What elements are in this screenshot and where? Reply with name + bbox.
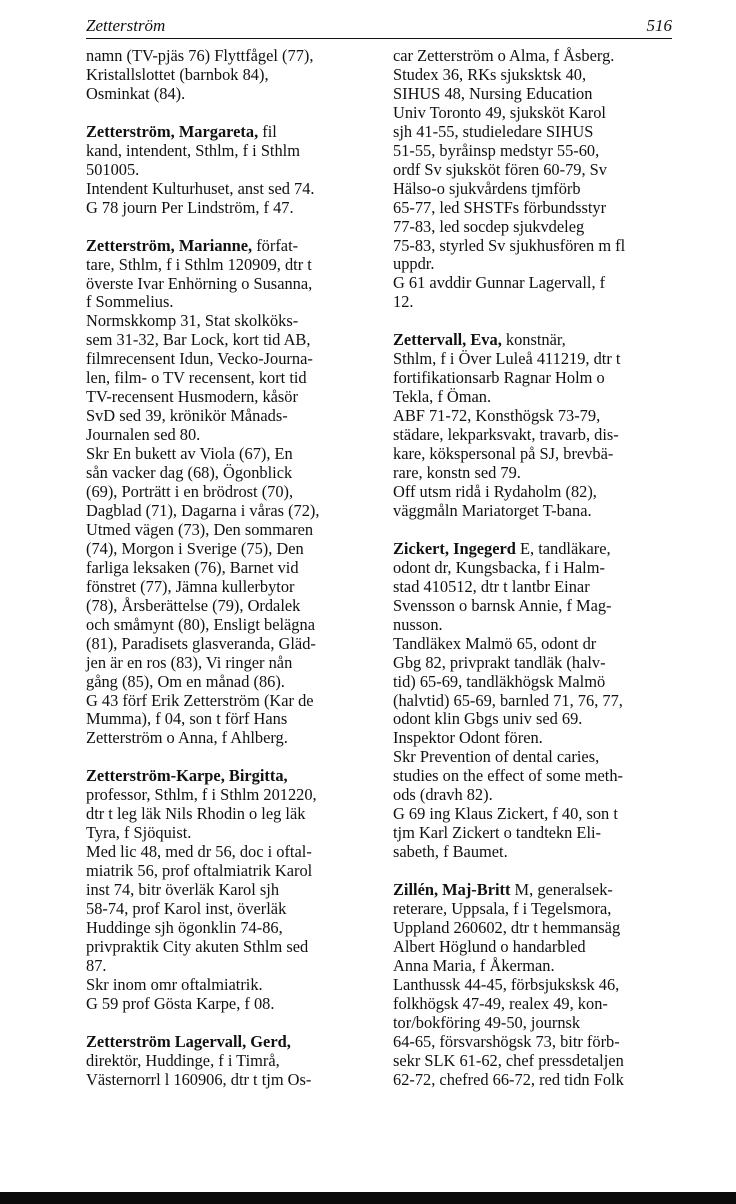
line-text: fil	[258, 121, 277, 141]
entry-line	[86, 369, 378, 388]
entry-line	[86, 180, 378, 199]
entry-line	[86, 47, 378, 66]
entry-line	[86, 388, 378, 407]
entry-line	[86, 85, 378, 104]
line-text: G 69 ing Klaus Zickert, f 40, son t	[393, 804, 618, 824]
entry-line	[86, 635, 378, 654]
line-text: Dagblad (71), Dagarna i våras (72),	[86, 500, 320, 520]
entry-line	[86, 900, 378, 919]
line-text: Tandläkex Malmö 65, odont dr	[393, 633, 597, 653]
entry-line	[86, 881, 378, 900]
entry-line	[393, 919, 675, 938]
entry-name: Zillén, Maj-Britt	[393, 880, 511, 900]
line-text: Gbg 82, privprakt tandläk (halv-	[393, 652, 606, 672]
entry-line	[393, 483, 675, 502]
line-text: (78), Årsberättelse (79), Ordalek	[86, 595, 301, 615]
line-text: privpraktik City akuten Sthlm sed	[86, 936, 309, 956]
entry-line	[86, 597, 378, 616]
line-text: (halvtid) 65-69, barnled 71, 76, 77,	[393, 690, 623, 710]
entry-line	[393, 388, 675, 407]
entry-line	[393, 957, 675, 976]
biography-entry	[86, 123, 378, 218]
entry-line	[86, 199, 378, 218]
line-text: Inspektor Odont fören.	[393, 728, 543, 748]
entry-line	[86, 843, 378, 862]
entry-line	[86, 350, 378, 369]
line-text: Skr Prevention of dental caries,	[393, 747, 600, 767]
line-text: Västernorrl l 160906, dtr t tjm Os-	[86, 1069, 312, 1089]
line-text: Sthlm, f i Över Luleå 411219, dtr t	[393, 349, 621, 369]
line-text: SIHUS 48, Nursing Education	[393, 83, 593, 103]
line-text: M, generalsek-	[510, 880, 613, 900]
entry-line	[86, 710, 378, 729]
line-text: filmrecensent Idun, Vecko-Journa-	[86, 349, 313, 369]
line-text: och småmynt (80), Ensligt belägna	[86, 614, 315, 634]
entry-line	[393, 426, 675, 445]
entry-line	[86, 445, 378, 464]
line-text: 12.	[393, 292, 414, 312]
entry-line	[393, 218, 675, 237]
line-text: f Sommelius.	[86, 292, 174, 312]
line-text: professor, Sthlm, f i Sthlm 201220,	[86, 785, 317, 805]
entry-line	[393, 748, 675, 767]
page-number: 516	[646, 16, 672, 35]
entry-line	[393, 900, 675, 919]
entry-line	[86, 483, 378, 502]
entry-line	[86, 786, 378, 805]
line-text: stad 410512, dtr t lantbr Einar	[393, 576, 590, 596]
line-text: 75-83, styrled Sv sjukhusfören m fl	[393, 235, 626, 255]
line-text: (81), Paradisets glasveranda, Gläd-	[86, 633, 316, 653]
entry-line	[393, 180, 675, 199]
line-text: städare, lekparksvakt, travarb, dis-	[393, 425, 619, 445]
entry-name: Zetterström Lagervall, Gerd,	[86, 1031, 291, 1051]
entry-text	[393, 540, 675, 862]
line-text: SvD sed 39, krönikör Månads-	[86, 406, 288, 426]
entry-line	[393, 559, 675, 578]
entry-line	[393, 369, 675, 388]
entry-line	[393, 597, 675, 616]
right-column	[393, 47, 675, 1109]
entry-line	[393, 938, 675, 957]
entry-line	[86, 957, 378, 976]
line-text: (69), Porträtt i en brödrost (70),	[86, 482, 294, 502]
line-text: fönstret (77), Jämna kullerbytor	[86, 576, 295, 596]
line-text: kand, intendent, Sthlm, f i Sthlm	[86, 140, 300, 160]
biography-entry	[393, 331, 675, 521]
line-text: Tekla, f Öman.	[393, 387, 492, 407]
entry-line	[86, 578, 378, 597]
biography-entry	[393, 881, 675, 1089]
line-text: G 59 prof Gösta Karpe, f 08.	[86, 993, 275, 1013]
entry-line	[393, 540, 675, 559]
line-text: studies on the effect of some meth-	[393, 766, 624, 786]
entry-line	[86, 862, 378, 881]
line-text: nusson.	[393, 614, 443, 634]
entry-line	[393, 445, 675, 464]
line-text: 501005.	[86, 159, 140, 179]
line-text: Off utsm ridå i Rydaholm (82),	[393, 481, 597, 501]
entry-line	[86, 919, 378, 938]
entry-name: Zickert, Ingegerd	[393, 538, 516, 558]
entry-line	[86, 976, 378, 995]
entry-line	[393, 331, 675, 350]
entry-line	[86, 161, 378, 180]
entry-line	[86, 521, 378, 540]
entry-line	[393, 767, 675, 786]
line-text: Uppland 260602, dtr t hemmansäg	[393, 917, 621, 937]
line-text: miatrik 56, prof oftalmiatrik Karol	[86, 861, 313, 881]
entry-text	[86, 123, 378, 218]
line-text: Skr inom omr oftalmiatrik.	[86, 974, 263, 994]
entry-line	[393, 85, 675, 104]
line-text: G 61 avddir Gunnar Lagervall, f	[393, 273, 606, 293]
line-text: Osminkat (84).	[86, 83, 186, 103]
entry-line	[393, 255, 675, 274]
line-text: Huddinge sjh ögonklin 74-86,	[86, 917, 283, 937]
line-text: E, tandläkare,	[515, 538, 611, 558]
line-text: Utmed vägen (73), Den sommaren	[86, 519, 314, 539]
header-rule	[86, 38, 672, 39]
entry-line	[393, 843, 675, 862]
line-text: farliga leksaken (76), Barnet vid	[86, 557, 299, 577]
entry-line	[86, 767, 378, 786]
line-text: car Zetterström o Alma, f Åsberg.	[393, 46, 615, 65]
line-text: fortifikationsarb Ragnar Holm o	[393, 368, 605, 388]
entry-line	[393, 805, 675, 824]
line-text: Tyra, f Sjöquist.	[86, 823, 192, 843]
entry-line	[393, 881, 675, 900]
line-text: 62-72, chefred 66-72, red tidn Folk	[393, 1069, 624, 1089]
entry-line	[86, 1071, 378, 1090]
line-text: jen är en ros (83), Vi ringer nån	[86, 652, 293, 672]
entry-line	[86, 123, 378, 142]
line-text: Anna Maria, f Åkerman.	[393, 955, 555, 975]
line-text: reterare, Uppsala, f i Tegelsmora,	[393, 899, 612, 919]
entry-line	[393, 464, 675, 483]
entry-line	[86, 426, 378, 445]
line-text: tid) 65-69, tandläkhögsk Malmö	[393, 671, 606, 691]
entry-text	[393, 331, 675, 521]
entry-line	[393, 786, 675, 805]
line-text: tjm Karl Zickert o tandtekn Eli-	[393, 823, 602, 843]
entry-line	[393, 710, 675, 729]
entry-line	[86, 256, 378, 275]
entry-line	[86, 142, 378, 161]
entry-text	[86, 767, 378, 1013]
line-text: Skr En bukett av Viola (67), En	[86, 444, 293, 464]
entry-line	[86, 407, 378, 426]
page-header	[86, 14, 672, 40]
line-text: Zetterström o Anna, f Ahlberg.	[86, 728, 288, 748]
entry-line	[86, 66, 378, 85]
entry-line	[393, 1071, 675, 1090]
line-text: 87.	[86, 955, 107, 975]
entry-line	[393, 1052, 675, 1071]
entry-line	[393, 976, 675, 995]
line-text: len, film- o TV recensent, kort tid	[86, 368, 307, 388]
entry-line	[393, 673, 675, 692]
line-text: G 78 journ Per Lindström, f 47.	[86, 197, 294, 217]
line-text: ABF 71-72, Konsthögsk 73-79,	[393, 406, 601, 426]
line-text: sem 31-32, Bar Lock, kort tid AB,	[86, 330, 311, 350]
entry-line	[393, 350, 675, 369]
left-column	[86, 47, 378, 1109]
entry-line	[86, 673, 378, 692]
line-text: dtr t leg läk Nils Rhodin o leg läk	[86, 804, 306, 824]
entry-text	[86, 1033, 378, 1090]
line-text: sabeth, f Baumet.	[393, 842, 508, 862]
line-text: ods (dravh 82).	[393, 785, 493, 805]
biography-entry	[86, 237, 378, 749]
entry-line	[393, 47, 675, 66]
line-text: kare, kökspersonal på SJ, brevbä-	[393, 444, 614, 464]
line-text: inst 74, bitr överläk Karol sjh	[86, 880, 280, 900]
line-text: odont dr, Kungsbacka, f i Halm-	[393, 557, 605, 577]
entry-line	[86, 464, 378, 483]
line-text: Mumma), f 04, son t förf Hans	[86, 709, 288, 729]
entry-line	[86, 805, 378, 824]
line-text: konstnär,	[501, 330, 566, 350]
entry-line	[86, 312, 378, 331]
line-text: (74), Morgon i Sverige (75), Den	[86, 538, 304, 558]
biography-entry	[393, 540, 675, 862]
entry-line	[393, 123, 675, 142]
entry-line	[393, 142, 675, 161]
entry-line	[393, 502, 675, 521]
entry-line	[393, 616, 675, 635]
entry-line	[86, 540, 378, 559]
entry-line	[393, 293, 675, 312]
line-text: 51-55, byråinsp medstyr 55-60,	[393, 140, 600, 160]
line-text: förfat-	[252, 235, 299, 255]
entry-line	[86, 237, 378, 256]
line-text: överste Ivar Enhörning o Susanna,	[86, 273, 313, 293]
line-text: Normskkomp 31, Stat skolköks-	[86, 311, 299, 331]
entry-name: Zetterström, Marianne,	[86, 235, 253, 255]
biography-entry	[86, 47, 378, 104]
entry-line	[86, 502, 378, 521]
entry-line	[393, 1033, 675, 1052]
line-text: TV-recensent Husmodern, kåsör	[86, 387, 298, 407]
entry-name: Zetterström-Karpe, Birgitta,	[86, 766, 288, 786]
line-text: direktör, Huddinge, f i Timrå,	[86, 1050, 280, 1070]
entry-line	[86, 1052, 378, 1071]
entry-line	[393, 692, 675, 711]
entry-line	[393, 995, 675, 1014]
entry-text	[86, 47, 378, 104]
line-text: Intendent Kulturhuset, anst sed 74.	[86, 178, 315, 198]
line-text: väggmåln Mariatorget T-bana.	[393, 500, 592, 520]
entry-line	[393, 407, 675, 426]
line-text: folkhögsk 47-49, realex 49, kon-	[393, 993, 608, 1013]
biography-entry	[86, 767, 378, 1013]
entry-line	[86, 729, 378, 748]
line-text: odont klin Gbgs univ sed 69.	[393, 709, 583, 729]
entry-line	[393, 161, 675, 180]
entry-line	[393, 729, 675, 748]
biography-entry	[393, 47, 675, 312]
scan-edge	[0, 1192, 736, 1204]
entry-line	[86, 616, 378, 635]
line-text: tor/bokföring 49-50, journsk	[393, 1012, 581, 1032]
line-text: tare, Sthlm, f i Sthlm 120909, dtr t	[86, 254, 312, 274]
entry-line	[393, 635, 675, 654]
line-text: G 43 förf Erik Zetterström (Kar de	[86, 690, 314, 710]
running-head: Zetterström	[86, 16, 166, 35]
entry-line	[393, 237, 675, 256]
line-text: Studex 36, RKs sjuksktsk 40,	[393, 64, 587, 84]
line-text: 65-77, led SHSTFs förbundsstyr	[393, 197, 607, 217]
entry-line	[393, 578, 675, 597]
biography-entry	[86, 1033, 378, 1090]
line-text: sjh 41-55, studieledare SIHUS	[393, 121, 594, 141]
line-text: sekr SLK 61-62, chef pressdetaljen	[393, 1050, 624, 1070]
line-text: rare, konstn sed 79.	[393, 463, 521, 483]
entry-line	[393, 199, 675, 218]
entry-line	[86, 824, 378, 843]
line-text: Med lic 48, med dr 56, doc i oftal-	[86, 842, 312, 862]
entry-text	[393, 47, 675, 312]
line-text: 64-65, försvarshögsk 73, bitr förb-	[393, 1031, 620, 1051]
line-text: ordf Sv sjuksköt fören 60-79, Sv	[393, 159, 607, 179]
line-text: Lanthussk 44-45, förbsjuksksk 46,	[393, 974, 620, 994]
line-text: 77-83, led socdep sjukvdeleg	[393, 216, 585, 236]
line-text: Hälso-o sjukvårdens tjmförb	[393, 178, 581, 198]
entry-name: Zetterström, Margareta,	[86, 121, 259, 141]
line-text: Kristallslottet (barnbok 84),	[86, 64, 269, 84]
line-text: sån vacker dag (68), Ögonblick	[86, 463, 293, 483]
line-text: Svensson o barnsk Annie, f Mag-	[393, 595, 612, 615]
line-text: Journalen sed 80.	[86, 425, 201, 445]
line-text: 58-74, prof Karol inst, överläk	[86, 899, 287, 919]
entry-text	[86, 237, 378, 749]
entry-line	[86, 1033, 378, 1052]
entry-line	[393, 274, 675, 293]
entry-line	[393, 654, 675, 673]
entry-line	[86, 692, 378, 711]
entry-line	[86, 293, 378, 312]
entry-line	[86, 938, 378, 957]
entry-line	[393, 66, 675, 85]
entry-line	[86, 995, 378, 1014]
line-text: Albert Höglund o handarbled	[393, 936, 586, 956]
entry-line	[86, 559, 378, 578]
entry-text	[393, 881, 675, 1089]
entry-line	[86, 331, 378, 350]
entry-line	[393, 824, 675, 843]
entry-line	[86, 275, 378, 294]
line-text: gång (85), Om en månad (86).	[86, 671, 285, 691]
entry-line	[393, 1014, 675, 1033]
entry-line	[393, 104, 675, 123]
line-text: namn (TV-pjäs 76) Flyttfågel (77),	[86, 46, 314, 65]
line-text: Univ Toronto 49, sjuksköt Karol	[393, 102, 606, 122]
line-text: uppdr.	[393, 254, 435, 274]
entry-line	[86, 654, 378, 673]
entry-name: Zettervall, Eva,	[393, 330, 502, 350]
